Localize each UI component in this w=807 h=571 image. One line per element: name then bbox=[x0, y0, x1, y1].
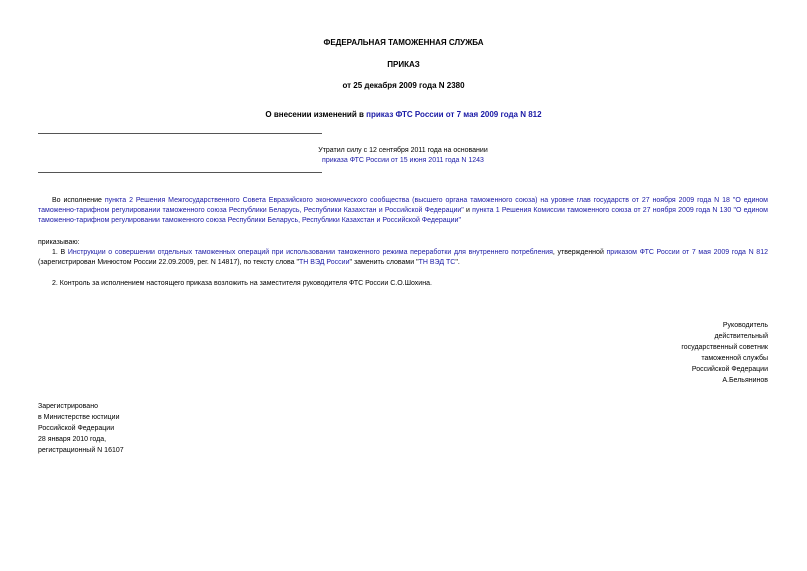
item1-text-2: , утвержденной bbox=[552, 249, 607, 256]
divider-top bbox=[38, 133, 322, 134]
signature-line: действительный bbox=[714, 333, 768, 340]
registration-line: 28 января 2010 года, bbox=[38, 436, 107, 443]
agency-title: ФЕДЕРАЛЬНАЯ ТАМОЖЕННАЯ СЛУЖБА bbox=[323, 38, 484, 47]
signature-block bbox=[568, 320, 768, 386]
registration-block bbox=[38, 401, 238, 456]
signature-line: таможенной службы bbox=[701, 355, 768, 362]
registration-line: Зарегистрировано bbox=[38, 403, 98, 410]
title-link-order-812[interactable]: приказ ФТС России от 7 мая 2009 года N 812 bbox=[366, 110, 542, 119]
document-date-number: от 25 декабря 2009 года N 2380 bbox=[342, 81, 465, 90]
preamble-link-decision-130[interactable]: пункта 1 Решения Комиссии таможенного союза от 27 ноября 2009 года N 130 "О едином таможенно-тарифном регулировании таможенного союза Республики Беларусь, Республики Казахстан и Российской Федерации" bbox=[38, 207, 768, 224]
item1-link-tn-ved-ts[interactable]: ТН ВЭД ТС bbox=[418, 259, 456, 266]
order-item-2: 2. Контроль за исполнением настоящего приказа возложить на заместителя руководителя ФТС России С.О.Шохина. bbox=[52, 280, 432, 287]
registration-line: в Министерстве юстиции bbox=[38, 414, 120, 421]
preamble-conjunction: и bbox=[463, 207, 473, 214]
status-note bbox=[38, 146, 768, 166]
item1-link-instruction[interactable]: Инструкции о совершении отдельных таможенных операций при использовании таможенного режима переработки для внутреннего потребления bbox=[67, 249, 553, 256]
signature-line: Руководитель bbox=[722, 322, 768, 329]
item1-text-4: " заменить словами " bbox=[349, 259, 419, 266]
status-link-order-1243[interactable]: приказа ФТС России от 15 июня 2011 года N 1243 bbox=[322, 157, 484, 164]
signature-name: А.Бельянинов bbox=[722, 377, 768, 384]
item1-link-order-812[interactable]: приказом ФТС России от 7 мая 2009 года N 812 bbox=[606, 249, 768, 256]
signature-line: государственный советник bbox=[681, 344, 768, 351]
preamble-paragraph bbox=[38, 196, 768, 226]
preamble-text: Во исполнение bbox=[52, 197, 105, 204]
preamble-link-decision-18[interactable]: пункта 2 Решения Межгосударственного Совета Евразийского экономического сообщества (высшего органа таможенного союза) на уровне глав государств от 27 ноября 2009 года N 18 "О едином таможенно-тарифном регулировании таможенного союза Республики Беларусь, Республики Казахстан и Российской Федерации" bbox=[38, 197, 768, 214]
registration-line: Российской Федерации bbox=[38, 425, 115, 432]
registration-line: регистрационный N 16107 bbox=[38, 447, 124, 454]
order-word: приказываю: bbox=[38, 239, 80, 246]
item1-text-5: ". bbox=[455, 259, 460, 266]
item1-link-tn-ved-russia[interactable]: ТН ВЭД России bbox=[299, 259, 350, 266]
document-type: ПРИКАЗ bbox=[387, 60, 420, 69]
signature-line: Российской Федерации bbox=[691, 366, 768, 373]
title-prefix: О внесении изменений в bbox=[265, 110, 367, 119]
item1-text-1: 1. В bbox=[52, 249, 68, 256]
item1-text-3: (зарегистрирован Минюстом России 22.09.2009, рег. N 14817), по тексту слова " bbox=[38, 259, 299, 266]
status-line: Утратил силу с 12 сентября 2011 года на основании bbox=[318, 147, 488, 154]
document-title bbox=[0, 110, 807, 120]
order-item-1 bbox=[38, 248, 768, 268]
divider-bottom bbox=[38, 172, 322, 173]
